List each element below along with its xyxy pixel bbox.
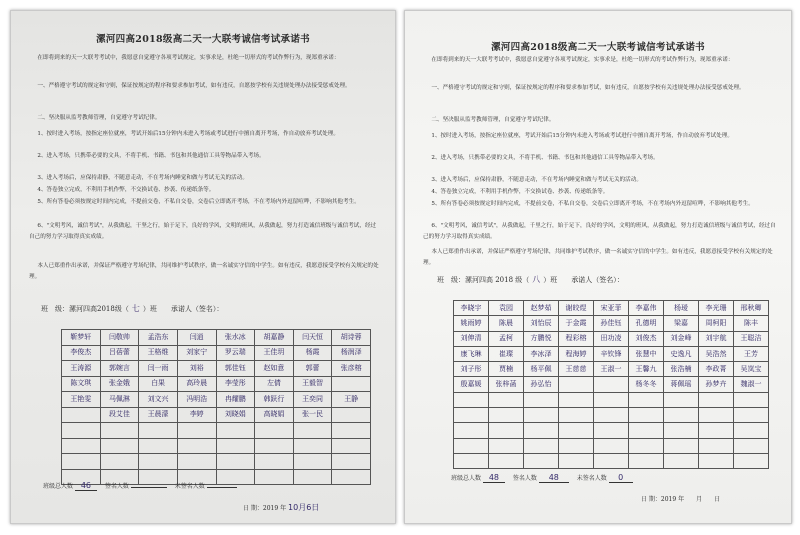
left-signature-cell [255, 454, 294, 470]
left-signature-cell: 赵如意 [255, 361, 294, 377]
right-signature-cell [489, 408, 524, 423]
left-signature-cell: 郭婉言 [100, 361, 139, 377]
right-signature-cell [629, 408, 664, 423]
right-class-line [437, 274, 624, 285]
left-signature-cell [332, 469, 371, 485]
right-closing: 本人已郑重作出承诺，并保证严格遵守考场纪律，共同维护考试秩序，做一名诚实守信的中学生。如有违反，我愿意接受学校有关规定的处理。 [423, 249, 773, 266]
left-signature-cell: 靳梦轩 [62, 330, 101, 346]
left-signature-cell: 王佳玥 [255, 345, 294, 361]
right-signature-cell: 李政菁 [699, 362, 734, 377]
right-total-label: 班级总人数 [451, 475, 482, 482]
left-rule-6: 6、"文明考风，诚信考试"，从我做起，干坚之行，始于足下，良好的学风，文明的班风，从我做起，努力打造诚信班级与诚信考试，经过自己的努力学习取得真实成绩。 [29, 223, 377, 240]
left-signature-cell [100, 454, 139, 470]
right-signature-cell: 姚雨婷 [454, 316, 489, 331]
right-signature-cell [664, 453, 699, 468]
right-signature-cell: 贾楠 [489, 362, 524, 377]
left-rule-1: 1、按时进入考场，按指定座位就座，考试开始后15分钟内未进入考场或考试进行中擅自离开考场，作自动放弃考试处理。 [37, 131, 339, 137]
left-signature-row [62, 345, 371, 361]
right-signature-cell: 吴岚宝 [734, 362, 769, 377]
right-signature-cell: 刘伸清 [454, 331, 489, 346]
right-signed-label: 签名人数 [512, 475, 537, 482]
right-signature-cell [629, 392, 664, 407]
right-signed-value: 48 [539, 473, 569, 483]
right-signature-row [454, 408, 769, 423]
left-signature-cell [293, 469, 332, 485]
right-signature-cell: 殷嘉媛 [454, 377, 489, 392]
right-signature-row [454, 438, 769, 453]
left-signature-cell: 马佩淋 [100, 392, 139, 408]
right-class-suffix: ）班 承诺人（签名）： [543, 276, 624, 284]
right-signature-cell: 刘宇航 [699, 331, 734, 346]
right-signature-cell [699, 438, 734, 453]
right-signature-cell [524, 453, 559, 468]
right-document-photo [404, 10, 792, 524]
left-signature-cell: 孟浩东 [139, 330, 178, 346]
left-signature-cell [293, 423, 332, 439]
left-signature-cell: 闫敬帅 [100, 330, 139, 346]
left-rule-5: 5、所有答卷必须按规定时间内完成，不提前交卷，不私自交卷，交卷后立即离开考场，不在考场内外逗留喧哗，不影响其他考生。 [37, 199, 360, 205]
left-unsigned-label: 未签名人数 [174, 483, 205, 490]
right-signature-cell: 田功凌 [594, 331, 629, 346]
left-signature-cell [62, 407, 101, 423]
right-rule-2: 2、进入考场，只携带必要的文具，不将手机、书籍、书包和其他通信工具等物品带入考场。 [431, 155, 659, 161]
right-signature-cell: 魏淑一 [734, 377, 769, 392]
right-signature-cell [594, 392, 629, 407]
left-class-line [41, 303, 223, 314]
right-signature-cell [559, 423, 594, 438]
left-class-suffix: ）班 承诺人（签名）： [142, 305, 224, 313]
left-signature-cell: 张彦榕 [332, 361, 371, 377]
right-signature-cell [664, 438, 699, 453]
left-signature-cell: 李俊杰 [62, 345, 101, 361]
right-rule-1: 1、按时进入考场，按指定座位就座，考试开始后15分钟内未进入考场或考试进行中擅自离开考场，作自动放弃考试处理。 [431, 133, 733, 139]
left-signature-cell [216, 438, 255, 454]
left-signature-row [62, 454, 371, 470]
left-signature-cell: 闫一雨 [139, 361, 178, 377]
right-signature-cell: 李嘉伟 [629, 301, 664, 316]
left-signature-cell: 高晓娟 [255, 407, 294, 423]
right-signature-cell: 刘子彤 [454, 362, 489, 377]
right-signature-cell [559, 438, 594, 453]
left-clause-1: 一、严格遵守考试的规定和守则，保证按规定的程序和要求参加考试，如有违反，自愿按学校有关违规处理办法接受惩戒处理。 [37, 83, 351, 89]
right-class-prefix: 班 级：漯河四高 2018 级（ [437, 276, 530, 284]
right-signature-cell: 王馨九 [629, 362, 664, 377]
left-signature-cell: 刘家宁 [177, 345, 216, 361]
left-signature-cell [62, 423, 101, 439]
right-signature-row [454, 362, 769, 377]
left-class-number: 七 [131, 304, 140, 313]
left-signature-cell: 罗云瑞 [216, 345, 255, 361]
right-signature-cell: 刘金峰 [664, 331, 699, 346]
right-signature-cell: 王淑一 [594, 362, 629, 377]
left-signature-cell: 王奕同 [293, 392, 332, 408]
right-signature-cell: 杨冬冬 [629, 377, 664, 392]
left-signature-row [62, 407, 371, 423]
right-signature-cell [524, 408, 559, 423]
right-signature-row [454, 392, 769, 407]
right-rule-3: 3、进入考场后，应保持肃静，不随意走动，不在考场内睡觉和做与考试无关的活动。 [431, 177, 642, 183]
right-signature-cell: 吴浩然 [699, 346, 734, 361]
left-signature-cell: 王晨濛 [139, 407, 178, 423]
left-signature-cell [139, 423, 178, 439]
right-signature-cell: 史逸凡 [664, 346, 699, 361]
left-signature-cell: 张水冰 [216, 330, 255, 346]
right-signature-cell: 孙梦卉 [699, 377, 734, 392]
right-signature-cell: 张慧中 [629, 346, 664, 361]
right-signature-cell [454, 408, 489, 423]
right-pledge-sheet [405, 11, 791, 523]
right-signature-cell [559, 377, 594, 392]
right-signature-cell [734, 438, 769, 453]
left-signature-cell [177, 454, 216, 470]
left-signature-cell: 韩跃行 [255, 392, 294, 408]
right-class-number: 八 [532, 275, 541, 284]
left-signature-cell: 张一民 [293, 407, 332, 423]
right-signature-table [453, 300, 769, 469]
right-signature-cell [559, 408, 594, 423]
right-signature-cell [489, 392, 524, 407]
left-signature-cell: 王格维 [139, 345, 178, 361]
right-signature-row [454, 346, 769, 361]
right-signature-cell: 方鹏悦 [524, 331, 559, 346]
right-signature-cell: 刘怡辰 [524, 316, 559, 331]
left-signature-row [62, 361, 371, 377]
left-signature-cell: 左倩 [255, 376, 294, 392]
right-rule-4: 4、答卷独立完成，不利用手机作弊，不交换试卷、抄袭、传递纸条等。 [431, 189, 609, 195]
left-signature-cell [255, 469, 294, 485]
right-signature-cell [594, 377, 629, 392]
right-unsigned-value: 0 [609, 473, 633, 483]
right-signature-cell [734, 392, 769, 407]
left-signature-cell [216, 423, 255, 439]
right-title: 漯河四高2018级高二天一大联考诚信考试承诺书 [491, 42, 705, 53]
right-signature-cell: 于金霞 [559, 316, 594, 331]
left-signature-row [62, 423, 371, 439]
right-signature-cell: 蒋佩瑶 [664, 377, 699, 392]
right-signature-cell: 袁园 [489, 301, 524, 316]
left-signature-cell: 郭蕾 [293, 361, 332, 377]
left-signature-cell: 闫逍 [177, 330, 216, 346]
left-signature-cell [139, 438, 178, 454]
right-rule-6: 6、"文明考风，诚信考试"，从我做起，千里之行，始于足下，良好的学风，文明的班风，从我做起，努力打造诚信班级与诚信考试，经过自己的努力学习取得真实成绩。 [423, 223, 776, 240]
left-signature-cell: 陈文琪 [62, 376, 101, 392]
left-date-line [243, 502, 319, 513]
right-signature-cell: 梁嘉 [664, 316, 699, 331]
left-signature-cell: 吕蓓蕾 [100, 345, 139, 361]
left-signature-cell: 刘晓娟 [216, 407, 255, 423]
left-signature-cell: 闫天恒 [293, 330, 332, 346]
right-signature-cell [489, 423, 524, 438]
right-signature-row [454, 423, 769, 438]
left-signature-cell [177, 423, 216, 439]
left-signature-cell [332, 407, 371, 423]
left-signature-cell: 冯明浩 [177, 392, 216, 408]
right-rule-5: 5、所有答卷必须按规定时间内完成，不提前交卷，不私自交卷，交卷后立即离开考场，不在考场内外逗留喧哗，不影响其他考生。 [431, 201, 754, 207]
left-rule-3: 3、进入考场后，应保持肃静，不随意走动，不在考场内睡觉和做与考试无关的活动。 [37, 175, 248, 181]
right-signature-row [454, 453, 769, 468]
right-signature-cell [454, 392, 489, 407]
right-signature-cell [699, 392, 734, 407]
left-signature-table [61, 329, 371, 485]
right-signature-cell: 康飞琳 [454, 346, 489, 361]
left-pledge-sheet [11, 11, 395, 523]
left-total-label: 班级总人数 [43, 483, 74, 490]
left-closing: 本人已郑重作出承诺，并保证严格遵守考场纪律，共同维护考试秩序，做一名诚实守信的中学生。如有违反，我愿意接受学校有关规定的处理。 [29, 263, 379, 280]
right-signature-cell: 程海婷 [559, 346, 594, 361]
right-signature-cell [664, 423, 699, 438]
right-signature-cell: 宋亚菲 [594, 301, 629, 316]
right-signature-cell: 崔璨 [489, 346, 524, 361]
left-signature-cell: 张金娥 [100, 376, 139, 392]
left-signature-cell [332, 423, 371, 439]
left-signature-cell [62, 438, 101, 454]
right-signature-cell [699, 423, 734, 438]
right-signature-cell [664, 392, 699, 407]
right-signature-cell [664, 408, 699, 423]
right-signature-cell: 邢秋卿 [734, 301, 769, 316]
right-signature-cell [699, 408, 734, 423]
right-signature-cell: 孔德明 [629, 316, 664, 331]
right-signature-cell: 王慈慈 [559, 362, 594, 377]
left-signed-label: 签名人数 [104, 483, 129, 490]
left-rule-4: 4、答卷独立完成，不利用手机作弊，不交换试卷、抄袭、传递纸条等。 [37, 187, 215, 193]
right-signature-cell [524, 423, 559, 438]
left-signature-cell: 王涛源 [62, 361, 101, 377]
left-signature-cell: 刘文兴 [139, 392, 178, 408]
right-signature-cell: 周柯阳 [699, 316, 734, 331]
right-signature-cell: 孙弘怡 [524, 377, 559, 392]
right-signature-cell: 陈晨 [489, 316, 524, 331]
left-signature-cell: 郭佳钰 [216, 361, 255, 377]
left-signature-cell [177, 438, 216, 454]
left-signature-cell: 胡嘉静 [255, 330, 294, 346]
left-signature-row [62, 330, 371, 346]
right-signature-cell: 刘俊杰 [629, 331, 664, 346]
right-signature-cell [559, 453, 594, 468]
left-signature-cell [332, 438, 371, 454]
right-signature-cell: 李晓宇 [454, 301, 489, 316]
left-signature-cell [332, 454, 371, 470]
left-signature-row [62, 376, 371, 392]
right-signature-cell [524, 392, 559, 407]
right-signature-cell: 辛钦锋 [594, 346, 629, 361]
right-date-label: 日 期：2019 年 月 日 [641, 496, 721, 503]
left-signature-cell: 冉耀鹏 [216, 392, 255, 408]
right-signature-cell [489, 453, 524, 468]
left-signature-cell: 王艳雯 [62, 392, 101, 408]
right-signature-cell [734, 408, 769, 423]
right-signature-cell: 杨瑷 [664, 301, 699, 316]
right-signature-cell: 程彩榕 [559, 331, 594, 346]
right-signature-cell [594, 408, 629, 423]
left-footer-counts [43, 481, 237, 491]
left-signature-row [62, 392, 371, 408]
left-signature-cell [255, 423, 294, 439]
right-signature-cell: 谢皎煜 [559, 301, 594, 316]
right-signature-cell [699, 453, 734, 468]
right-date-line [641, 494, 720, 503]
right-signature-cell [734, 423, 769, 438]
left-signature-cell [139, 454, 178, 470]
left-signature-cell: 高玲晨 [177, 376, 216, 392]
left-signature-cell: 李莹彤 [216, 376, 255, 392]
left-rule-2: 2、进入考场，只携带必要的文具，不将手机、书籍、书包和其他通信工具等物品带入考场。 [37, 153, 265, 159]
left-total-value: 46 [75, 481, 97, 491]
right-signature-cell: 王聪洁 [734, 331, 769, 346]
left-signature-cell: 王毅智 [293, 376, 332, 392]
left-class-prefix: 班 级：漯河四高2018级（ [41, 305, 129, 313]
right-total-value: 48 [483, 473, 505, 483]
right-intro: 在即将到来的天一大联考考试中，我愿意自觉遵守各项考试规定，实事求是，杜绝一切形式的考试作弊行为，现郑重承诺： [431, 57, 734, 63]
left-date-label: 日 期：2019 年 [243, 505, 287, 512]
right-footer-counts [451, 473, 633, 483]
right-unsigned-label: 未签名人数 [576, 475, 607, 482]
left-signature-cell: 王静 [332, 392, 371, 408]
left-signature-cell [293, 438, 332, 454]
right-signature-cell: 赵梦茹 [524, 301, 559, 316]
left-signature-cell [293, 454, 332, 470]
right-signature-cell: 张梓菡 [489, 377, 524, 392]
right-signature-cell [629, 453, 664, 468]
left-signature-cell [216, 454, 255, 470]
right-clause-1: 一、严格遵守考试的规定和守则，保证按规定的程序和要求参加考试，如有违反，自愿按学校有关违规处理办法接受惩戒处理。 [431, 85, 745, 91]
right-clause-2: 二、坚决服从监考教师管理，自觉遵守考试纪律。 [431, 117, 555, 123]
right-signature-cell [489, 438, 524, 453]
left-date-value: 10月6日 [288, 503, 320, 512]
right-signature-cell: 李冰泽 [524, 346, 559, 361]
right-signature-cell: 张浩楠 [664, 362, 699, 377]
right-signature-cell [594, 423, 629, 438]
right-signature-cell [454, 438, 489, 453]
left-signature-cell [100, 438, 139, 454]
left-signature-cell [100, 423, 139, 439]
right-signature-cell [454, 453, 489, 468]
left-clause-2: 二、坚决服从监考教师管理，自觉遵守考试纪律。 [37, 115, 161, 121]
left-signature-cell: 杨霞 [293, 345, 332, 361]
left-signature-cell [62, 454, 101, 470]
left-title: 漯河四高2018级高二天一大联考诚信考试承诺书 [96, 34, 310, 45]
left-signature-cell: 刘裕 [177, 361, 216, 377]
right-signature-cell: 李光珊 [699, 301, 734, 316]
left-signature-row [62, 438, 371, 454]
left-signature-cell [332, 376, 371, 392]
right-signature-row [454, 377, 769, 392]
right-signature-row [454, 331, 769, 346]
right-signature-cell: 王芳 [734, 346, 769, 361]
right-signature-cell [594, 453, 629, 468]
right-signature-cell [594, 438, 629, 453]
right-signature-cell [559, 392, 594, 407]
right-signature-cell [454, 423, 489, 438]
right-signature-cell: 杨平佩 [524, 362, 559, 377]
left-unsigned-value [207, 487, 237, 488]
right-signature-cell [629, 423, 664, 438]
left-signature-cell: 胡诗蓉 [332, 330, 371, 346]
right-signature-cell: 孟柯 [489, 331, 524, 346]
left-signature-cell: 杨润泽 [332, 345, 371, 361]
left-signature-cell: 段艾佳 [100, 407, 139, 423]
right-signature-cell: 孙佳钰 [594, 316, 629, 331]
right-signature-cell [734, 453, 769, 468]
right-signature-row [454, 301, 769, 316]
right-signature-row [454, 316, 769, 331]
left-document-photo [10, 10, 396, 524]
left-intro: 在即将到来的天一大联考考试中，我愿意自觉遵守各项考试规定，实事求是，杜绝一切形式的考试作弊行为，现郑重承诺： [37, 55, 340, 61]
left-signature-cell: 李婷 [177, 407, 216, 423]
left-signature-cell [255, 438, 294, 454]
right-signature-cell [524, 438, 559, 453]
right-signature-cell: 陈丰 [734, 316, 769, 331]
left-signed-value [131, 487, 167, 488]
right-signature-cell [629, 438, 664, 453]
left-signature-cell: 白果 [139, 376, 178, 392]
